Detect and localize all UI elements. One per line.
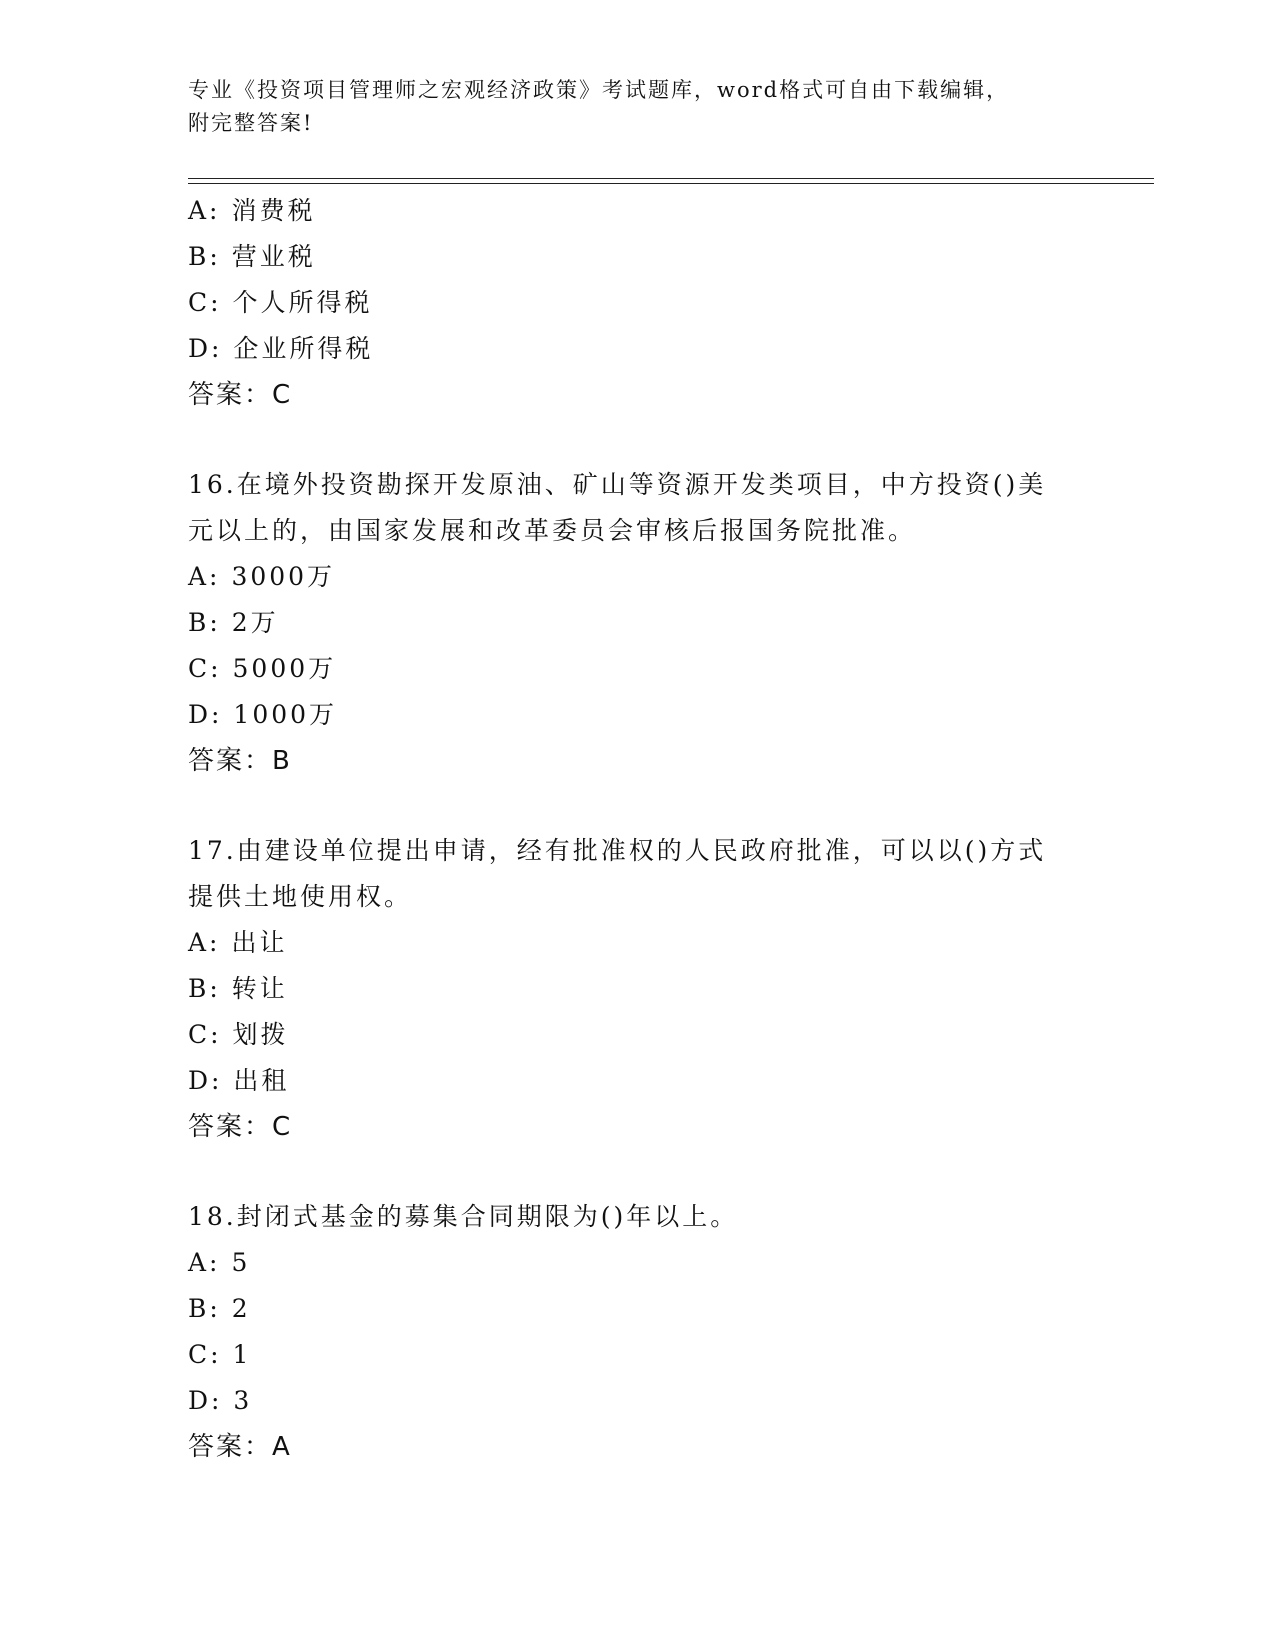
option-text: 1000万	[233, 700, 338, 729]
option-text: 企业所得税	[233, 334, 374, 363]
question-text-line-1: 17.由建设单位提出申请，经有批准权的人民政府批准，可以以()方式	[188, 836, 1047, 865]
option-text: 转让	[231, 974, 288, 1003]
option-text: 划拨	[232, 1020, 289, 1049]
question-content	[188, 188, 1088, 1470]
option-text: 营业税	[231, 242, 316, 271]
spacer	[188, 1150, 1088, 1194]
spacer	[188, 418, 1088, 462]
header-divider-top	[188, 178, 1154, 179]
option-letter: D:	[188, 1386, 223, 1415]
option-letter: D:	[188, 334, 223, 363]
option-c	[188, 1012, 1088, 1058]
option-c	[188, 280, 1088, 326]
question-text-line-1: 18.封闭式基金的募集合同期限为()年以上。	[188, 1202, 739, 1231]
option-letter: C:	[188, 1340, 222, 1369]
option-letter: C:	[188, 1020, 222, 1049]
answer-line: 答案：B	[188, 746, 292, 776]
question-block-16	[188, 462, 1088, 784]
option-letter: C:	[188, 654, 222, 683]
spacer	[188, 784, 1088, 828]
option-b	[188, 600, 1088, 646]
option-letter: A:	[188, 196, 221, 225]
header-divider-bottom	[188, 183, 1154, 184]
option-text: 5000万	[232, 654, 337, 683]
option-text: 5	[231, 1248, 251, 1277]
answer-line: 答案：C	[188, 1112, 293, 1142]
option-letter: A:	[188, 1248, 221, 1277]
option-a	[188, 920, 1088, 966]
option-letter: A:	[188, 562, 221, 591]
option-text: 消费税	[231, 196, 316, 225]
option-text: 1	[232, 1340, 252, 1369]
question-block-15	[188, 188, 1088, 418]
option-text: 个人所得税	[232, 288, 373, 317]
question-text	[188, 828, 1088, 920]
option-text: 出让	[231, 928, 288, 957]
option-letter: B:	[188, 242, 221, 271]
option-d	[188, 692, 1088, 738]
option-a	[188, 188, 1088, 234]
option-letter: A:	[188, 928, 221, 957]
option-text: 2万	[231, 608, 279, 637]
question-text	[188, 1194, 1088, 1240]
answer-line: 答案：A	[188, 1432, 292, 1462]
question-block-17	[188, 828, 1088, 1150]
option-b	[188, 1286, 1088, 1332]
option-letter: B:	[188, 974, 221, 1003]
option-letter: B:	[188, 1294, 221, 1323]
option-d	[188, 1378, 1088, 1424]
option-text: 出租	[233, 1066, 290, 1095]
question-text-line-2: 元以上的，由国家发展和改革委员会审核后报国务院批准。	[188, 516, 917, 545]
question-text-line-1: 16.在境外投资勘探开发原油、矿山等资源开发类项目，中方投资()美	[188, 470, 1047, 499]
header-line-1: 专业《投资项目管理师之宏观经济政策》考试题库，word格式可自由下载编辑，	[188, 78, 1010, 102]
option-text: 3	[233, 1386, 253, 1415]
question-block-18	[188, 1194, 1088, 1470]
document-header	[188, 74, 1068, 140]
option-a	[188, 554, 1088, 600]
option-text: 2	[231, 1294, 251, 1323]
option-b	[188, 966, 1088, 1012]
option-d	[188, 1058, 1088, 1104]
option-letter: B:	[188, 608, 221, 637]
question-text	[188, 462, 1088, 554]
option-c	[188, 1332, 1088, 1378]
header-line-2: 附完整答案!	[188, 111, 314, 135]
option-letter: D:	[188, 700, 223, 729]
option-c	[188, 646, 1088, 692]
option-d	[188, 326, 1088, 372]
option-a	[188, 1240, 1088, 1286]
question-text-line-2: 提供土地使用权。	[188, 882, 413, 911]
option-letter: C:	[188, 288, 222, 317]
option-text: 3000万	[231, 562, 336, 591]
option-b	[188, 234, 1088, 280]
option-letter: D:	[188, 1066, 223, 1095]
answer-line: 答案：C	[188, 380, 293, 410]
